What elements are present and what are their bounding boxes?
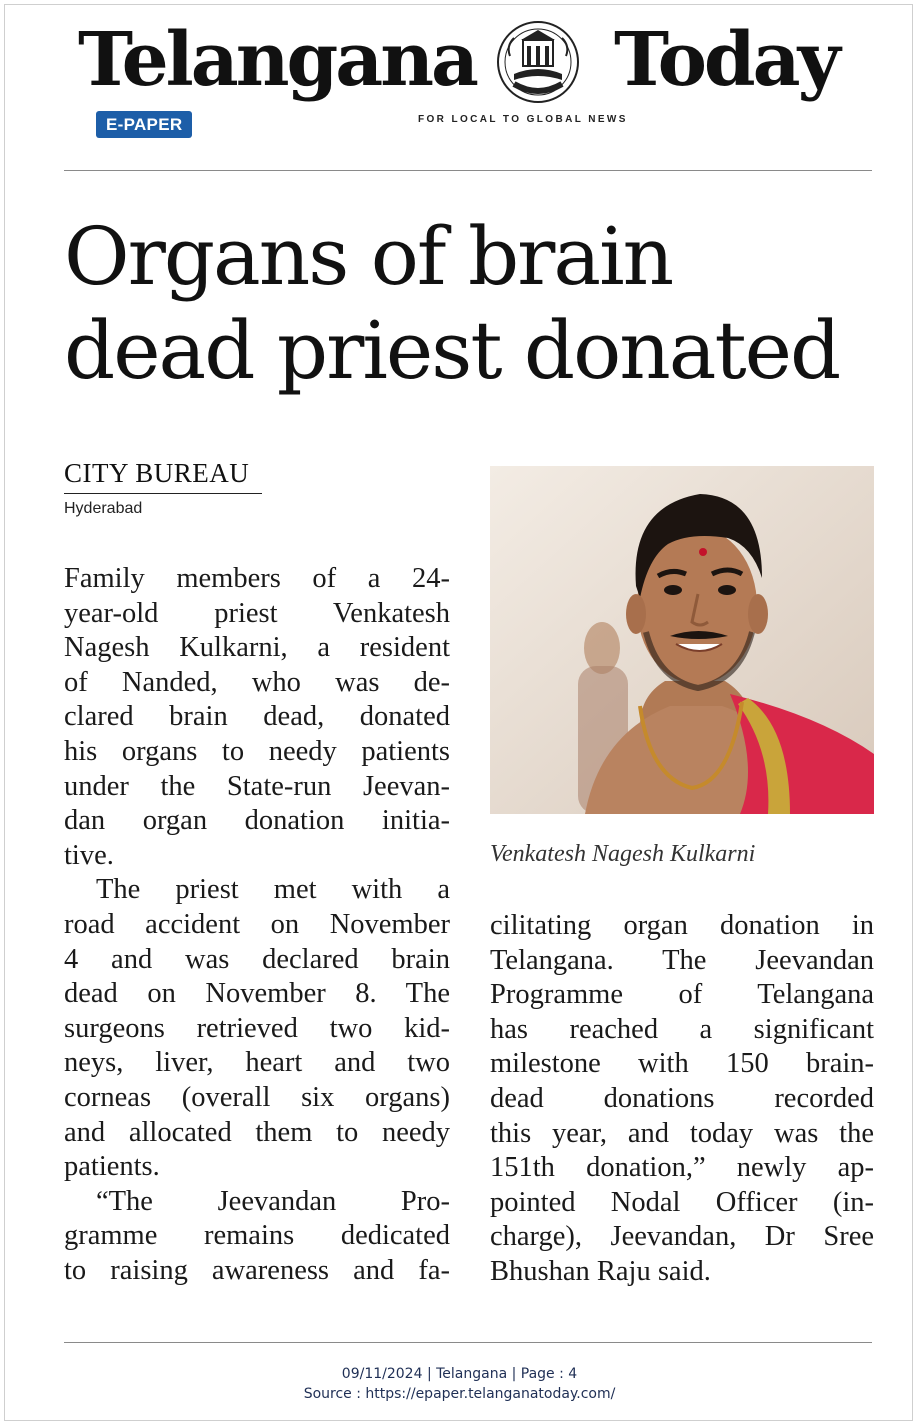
text-line: neys, liver, heart and two <box>64 1047 450 1079</box>
text-line: “The Jeevandan Pro- <box>96 1185 450 1217</box>
text-line: cilitating organ donation in <box>490 910 874 941</box>
text-line: patients. <box>64 1151 160 1183</box>
headline-line: dead priest donated <box>64 304 840 397</box>
text-line: Bhushan Raju said. <box>490 1255 711 1287</box>
text-line: to raising awareness and fa- <box>64 1254 450 1286</box>
text-line: 151th donation,” newly ap- <box>490 1152 874 1184</box>
headline-line: Organs of brain <box>64 210 673 303</box>
bottom-rule <box>64 1342 872 1343</box>
byline: CITY BUREAU <box>64 458 262 494</box>
text-line: Telangana. The Jeevandan <box>490 944 874 976</box>
top-rule <box>64 170 872 171</box>
text-line: dan organ donation initia- <box>64 805 450 837</box>
text-line: The priest met with a <box>96 874 450 906</box>
text-line: Nagesh Kulkarni, a resident <box>64 632 450 664</box>
article-headline <box>64 210 872 398</box>
text-line: has reached a significant <box>490 1013 874 1045</box>
text-line: of Nanded, who was de- <box>64 666 450 698</box>
footer-source-link[interactable]: Source : https://epaper.telanganatoday.com/ <box>303 1386 616 1402</box>
text-line: milestone with 150 brain- <box>490 1048 874 1080</box>
emblem-icon <box>492 16 584 108</box>
masthead-tagline: FOR LOCAL TO GLOBAL NEWS <box>418 114 628 125</box>
text-line: clared brain dead, donated <box>64 701 450 733</box>
text-line: charge), Jeevandan, Dr Sree <box>490 1221 874 1253</box>
text-line: Programme of Telangana <box>490 979 874 1011</box>
text-line: year-old priest Venkatesh <box>64 597 450 629</box>
text-line: road accident on November <box>64 908 450 940</box>
text-line: corneas (overall six organs) <box>64 1081 450 1113</box>
text-line: 4 and was declared brain <box>64 943 450 975</box>
right-column <box>490 909 874 1290</box>
text-line: and allocated them to needy <box>64 1116 450 1148</box>
dateline: Hyderabad <box>64 500 143 517</box>
text-line: Family members of a 24- <box>64 563 450 594</box>
masthead <box>78 10 848 145</box>
text-line: surgeons retrieved two kid- <box>64 1012 450 1044</box>
text-line: dead on November 8. The <box>64 978 450 1010</box>
text-line: pointed Nodal Officer (in- <box>490 1186 874 1218</box>
masthead-title-right: Today <box>614 17 838 103</box>
text-line: gramme remains dedicated <box>64 1220 450 1252</box>
text-line: this year, and today was the <box>490 1117 874 1149</box>
left-column <box>64 562 450 1288</box>
priest-photo <box>490 466 874 814</box>
text-line: tive. <box>64 839 114 871</box>
masthead-title-left: Telangana <box>78 17 476 103</box>
text-line: dead donations recorded <box>490 1082 874 1114</box>
text-line: his organs to needy patients <box>64 735 450 767</box>
photo-caption: Venkatesh Nagesh Kulkarni <box>490 841 756 867</box>
epaper-badge: E-PAPER <box>96 111 192 138</box>
footer-issue-info: 09/11/2024 | Telangana | Page : 4 <box>341 1366 578 1382</box>
text-line: under the State-run Jeevan- <box>64 770 450 802</box>
page-footer <box>0 1364 919 1404</box>
